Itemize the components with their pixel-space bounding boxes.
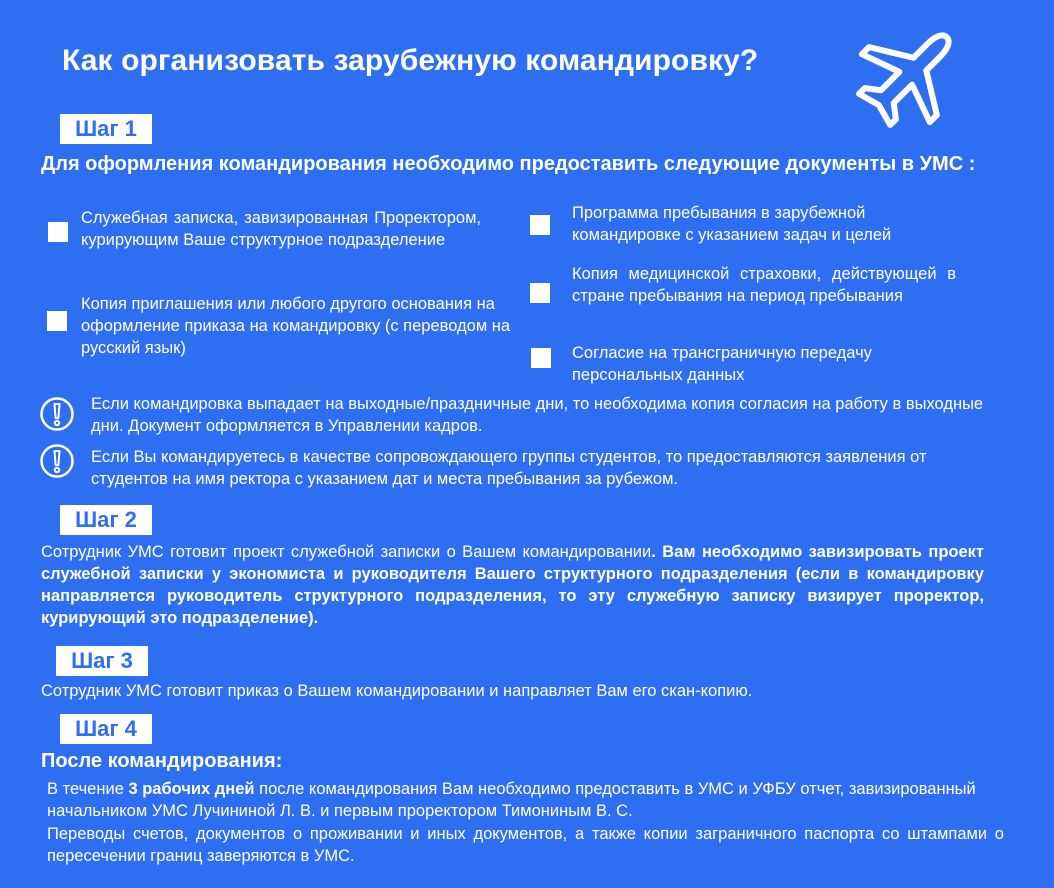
exclamation-circle-icon xyxy=(39,396,75,432)
step-2-text-plain: Сотрудник УМС готовит проект служебной записки о Вашем командировании xyxy=(41,543,652,561)
step-2-label: Шаг 2 xyxy=(60,505,152,535)
step-1-heading: Для оформления командирования необходимо предоставить следующие документы в УМС : xyxy=(41,153,976,175)
step-2-text xyxy=(41,541,984,629)
step-2-text-bold: . Вам необходимо завизировать проект служебной записки у экономиста и руководителя Вашего структурного подразделения (если в командировку направляется руководитель структурного подразделения, то эту служебную записку визирует проректор, курирующий это подразделение). xyxy=(41,543,984,627)
page-title: Как организовать зарубежную командировку? xyxy=(62,44,759,77)
document-item: Программа пребывания в зарубежной командировке с указанием задач и целей xyxy=(572,204,892,244)
document-item: Согласие на трансграничную передачу персональных данных xyxy=(572,344,872,384)
step-4-label: Шаг 4 xyxy=(60,714,152,744)
step-4-p1-after: после командирования Вам необходимо предоставить в УМС и УФБУ отчет, завизированный начальником УМС Лучининой Л. В. и первым проректором Тимониным В. С. xyxy=(47,780,976,820)
step-3-label: Шаг 3 xyxy=(56,646,148,676)
document-item: Служебная записка, завизированная Проректором, курирующим Ваше структурное подразделение xyxy=(81,209,481,249)
step-4-paragraph-2: Переводы счетов, документов о проживании и иных документов, а также копии заграничного паспорта со штампами о пересечении границ заверяются в УМС. xyxy=(47,825,1004,865)
checkbox[interactable] xyxy=(531,348,551,368)
exclamation-circle-icon xyxy=(39,443,75,479)
step-4-p1-before: В течение xyxy=(47,780,129,798)
step-1-label: Шаг 1 xyxy=(60,114,152,144)
checkbox[interactable] xyxy=(47,311,67,331)
checkbox[interactable] xyxy=(530,283,550,303)
checkbox[interactable] xyxy=(530,215,550,235)
document-item: Копия медицинской страховки, действующей в стране пребывания на период пребывания xyxy=(572,265,956,305)
airplane-icon xyxy=(850,14,970,134)
document-item: Копия приглашения или любого другого основания на оформление приказа на командировку (с переводом на русский язык) xyxy=(81,295,511,357)
note-text: Если Вы командируетесь в качестве сопровождающего группы студентов, то предоставляются заявления от студентов на имя ректора с указанием дат и места пребывания за рубежом. xyxy=(91,448,927,488)
step-4-paragraph-1 xyxy=(47,778,997,822)
step-4-heading: После командирования: xyxy=(41,750,283,772)
checkbox[interactable] xyxy=(48,222,68,242)
note-text: Если командировка выпадает на выходные/праздничные дни, то необходима копия согласия на работу в выходные дни. Документ оформляется в Управлении кадров. xyxy=(91,395,984,435)
step-4-p1-bold: 3 рабочих дней xyxy=(128,780,255,798)
step-3-text: Сотрудник УМС готовит приказ о Вашем командировании и направляет Вам его скан-копию. xyxy=(41,682,753,700)
